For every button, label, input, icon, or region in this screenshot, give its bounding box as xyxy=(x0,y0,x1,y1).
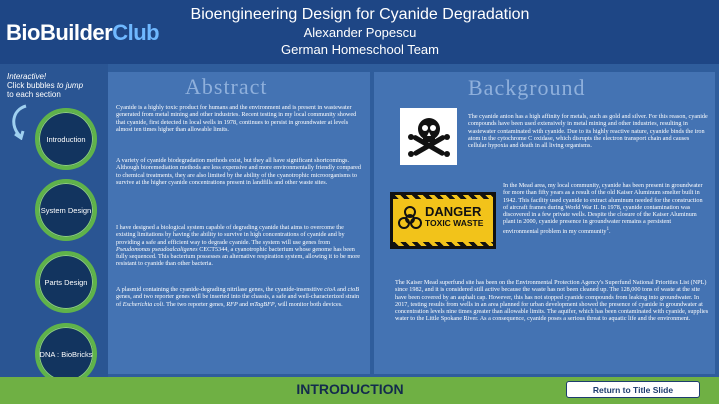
background-heading: Background xyxy=(468,75,586,100)
background-paragraph-3: The Kaiser Mead superfund site has been on the Environmental Protection Agency's Superfund National Priorities List (NPL) since 1982, and it is considered still active because the waste has not been cleaned up. The 128,000 tons of waste at the site have been covered by an asphalt cap. However, this has not stopped cyanide compounds from leaking into groundwater. In 2017, testing results from wells in an area planned for urban development showed the presence of cyanide in groundwater at concentration levels nine times greater than allowable limits. The aquifer, which has been contaminated with cyanide, supplies water to the Little Spokane River. As a consequence, cyanide poses a serious threat to aquatic life and the environment. xyxy=(395,279,709,323)
abstract-paragraph-3: I have designed a biological system capable of degrading cyanide that aims to overcome the existing limitations by having the ability to survive in high concentrations of cyanide and by providing a safe and efficient way to degrade cyanide. The system will use genes from Pseudomonas pseudoalcaligenes CECT5344, a cyanotrophic bacterium whose genome has been fully sequenced. This bacterium possesses an alternative respiration system, allowing it to be more resistant to cyanide than other bacteria. xyxy=(116,224,361,268)
abstract-paragraph-4: A plasmid containing the cyanide-degrading nitrilase genes, the cyanide-insensitive cioA and cioB genes, and two reporter genes will be inserted into the chassis, a safe and well-characterized strain of Escherichia coli. The two reporter genes, RFP and mTagBFP, will monitor both devices. xyxy=(116,286,360,308)
biohazard-icon xyxy=(397,206,423,232)
danger-sign-text: DANGER TOXIC WASTE xyxy=(425,204,484,228)
poster-title: Bioengineering Design for Cyanide Degradation xyxy=(190,6,530,23)
background-paragraph-1: The cyanide anion has a high affinity for metals, such as gold and silver. For this reason, cyanide compounds have been used extensively in metal mining and other industries, resulting in wastewater contaminated with cyanide. Due to its highly reactive nature, cyanide binds the iron atom in the cytochrome C oxidase, which disrupts the electron transport chain and causes cellular hypoxia and death in all living organisms. xyxy=(468,113,708,150)
biobuilder-logo: BioBuilderClub xyxy=(6,20,160,45)
nav-bubble-parts-design[interactable]: Parts Design xyxy=(35,251,97,313)
abstract-heading: Abstract xyxy=(185,74,268,99)
nav-bubble-dna-biobricks[interactable]: DNA : BioBricks xyxy=(35,323,97,385)
curved-arrow-icon xyxy=(8,104,30,140)
abstract-paragraph-2: A variety of cyanide biodegradation methods exist, but they all have significant shortcomings. Although bioremediation methods are less expensive and more environmentally friendly compared to chemical treatments, they are also limited by the ability of the cyanotrophic microorganisms to survive at the higher cyanide concentrations present in landfills and other waste sites. xyxy=(116,157,362,186)
skull-crossbones-icon xyxy=(400,108,457,165)
author-name: Alexander Popescu xyxy=(303,25,417,40)
nav-bubble-introduction[interactable]: Introduction xyxy=(35,108,97,170)
hazard-stripe-bottom xyxy=(393,242,493,246)
background-paragraph-2: In the Mead area, my local community, cyanide has been present in groundwater for more than fifty years as a result of the old Kaiser Aluminum smelter built in 1942. This facility used cyanide to extract aluminum needed for the construction of aircraft frames during World War II. In 1978, cyanide contamination was discovered in a few private wells. Despite the closure of the Kaiser Aluminum plant in 2000, cyanide presence in groundwater remains a persistent environmental problem in my community$^1$. xyxy=(503,182,703,235)
danger-toxic-waste-sign xyxy=(390,192,496,249)
poster-titles xyxy=(150,5,570,58)
nav-bubble-system-design[interactable]: System Design xyxy=(35,179,97,241)
abstract-paragraph-1: Cyanide is a highly toxic product for humans and the environment and is present in wastewater generated from metal mining and other industries. Recent testing in my local community showed that cyanide, first detected in local wells in 1978, continues to persist in groundwater at levels almost ten times higher than allowable limits. xyxy=(116,104,357,133)
team-name: German Homeschool Team xyxy=(281,42,439,57)
return-to-title-button[interactable]: Return to Title Slide xyxy=(566,381,700,398)
nav-hint: Interactive! Click bubbles to jump to each section xyxy=(7,72,84,99)
hazard-stripe-top xyxy=(393,195,493,199)
section-title: INTRODUCTION xyxy=(296,381,404,397)
